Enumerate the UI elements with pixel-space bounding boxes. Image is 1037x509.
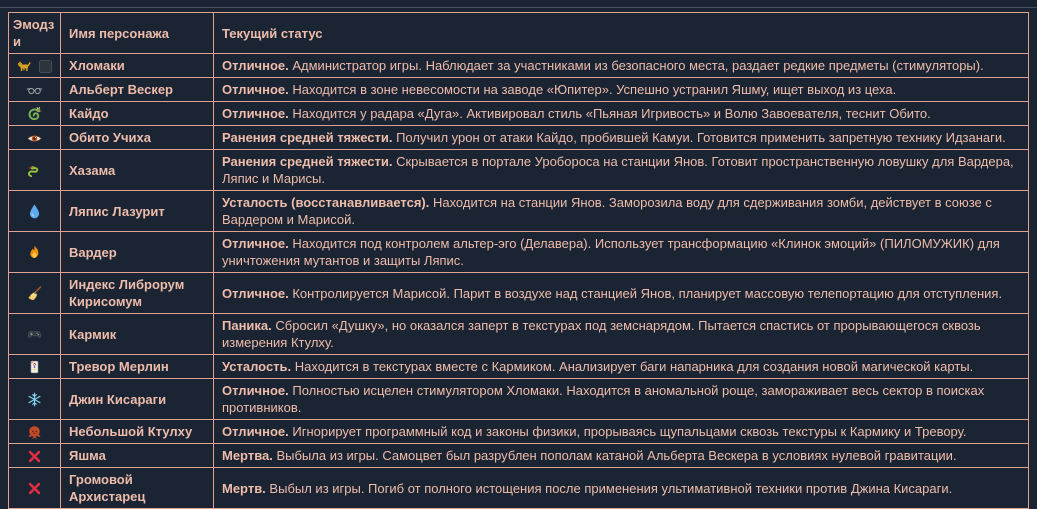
fire-icon (26, 244, 43, 261)
character-name: Яшма (61, 444, 214, 468)
emoji-cell (9, 379, 61, 420)
status-cell (214, 102, 1029, 126)
status-cell (214, 420, 1029, 444)
emoji-cell (9, 150, 61, 191)
status-cell (214, 126, 1029, 150)
snowflake-icon (26, 391, 43, 408)
status-cell (214, 191, 1029, 232)
emoji-cell (9, 444, 61, 468)
table-row (9, 54, 1029, 78)
status-text: Получил урон от атаки Кайдо, пробившей Камуи. Готовится применить запретную технику Идзанаги. (392, 130, 1006, 145)
status-text: Администратор игры. Наблюдает за участниками из безопасного места, раздает редкие предметы (стимуляторы). (288, 58, 984, 73)
status-cell (214, 150, 1029, 191)
status-cell (214, 314, 1029, 355)
character-name: Вардер (61, 232, 214, 273)
table-row (9, 78, 1029, 102)
status-lead: Отличное. (222, 82, 289, 97)
character-name: Обито Учиха (61, 126, 214, 150)
character-name: Джин Кисараги (61, 379, 214, 420)
dragon-icon (26, 106, 43, 123)
status-lead: Ранения средней тяжести. (222, 154, 393, 169)
emoji-cell (9, 126, 61, 150)
status-lead: Мертв. (222, 480, 266, 496)
emoji-cell (9, 273, 61, 314)
status-lead: Отличное. (222, 106, 289, 121)
table-row (9, 314, 1029, 355)
emoji-cell (9, 314, 61, 355)
status-text: Находится в текстурах вместе с Кармиком. Анализирует баги напарника для создания новой магической карты. (291, 359, 974, 374)
status-lead: Отличное. (222, 424, 289, 439)
status-cell (214, 273, 1029, 314)
table-row (9, 232, 1029, 273)
status-text: Находится в зоне невесомости на заводе «Юпитер». Успешно устранил Яшму, ищет выход из цеха. (288, 82, 897, 97)
character-name: Ляпис Лазурит (61, 191, 214, 232)
broom-icon (26, 285, 43, 302)
status-lead: Мертва. (222, 448, 273, 463)
sunglasses-icon (26, 82, 43, 99)
cross-mark-icon (26, 448, 43, 465)
status-text: Находится под контролем альтер-эго (Делавера). Использует трансформацию «Клинок эмоций» (ПИЛОМУЖИК) для уничтожения мутантов и защиты Ляпис. (222, 236, 1000, 268)
table-row (9, 126, 1029, 150)
status-lead: Отличное. (222, 383, 289, 398)
character-name: Кайдо (61, 102, 214, 126)
emoji-cell (9, 355, 61, 379)
character-name: Индекс Либрорум Кирисомум (61, 273, 214, 314)
status-lead: Ранения средней тяжести. (222, 130, 393, 145)
status-text: Выбыла из игры. Самоцвет был разрублен пополам катаной Альберта Вескера в условиях нулевой гравитации. (272, 448, 957, 463)
status-cell (214, 232, 1029, 273)
table-row (9, 273, 1029, 314)
emoji-cell (9, 191, 61, 232)
status-cell (214, 78, 1029, 102)
octopus-icon (26, 424, 43, 441)
status-text: Контролируется Марисой. Парит в воздухе над станцией Янов, планирует массовую телепортацию для отступления. (288, 285, 1003, 301)
status-text: Находится у радара «Дуга». Активировал стиль «Пьяная Игривость» и Волю Завоевателя, теснит Обито. (288, 106, 931, 121)
status-lead: Паника. (222, 318, 272, 333)
header-row (9, 13, 1029, 54)
character-name: Альберт Вескер (61, 78, 214, 102)
top-divider (0, 7, 1037, 8)
emoji-cell (9, 232, 61, 273)
character-name: Хазама (61, 150, 214, 191)
status-text: Скрывается в портале Уробороса на станции Янов. Готовит пространственную ловушку для Вардера, Ляпис и Марисы. (222, 154, 1014, 186)
character-name: Небольшой Ктулху (61, 420, 214, 444)
status-lead: Отличное. (222, 285, 289, 301)
character-name: Хломаки (61, 54, 214, 78)
status-text: Находится на станции Янов. Заморозила воду для сдерживания зомби, действует в союзе с Вардером и Марисой. (222, 195, 992, 227)
table-row (9, 191, 1029, 232)
status-lead: Усталость (восстанавливается). (222, 195, 430, 210)
status-cell (214, 379, 1029, 420)
emoji-cell (9, 420, 61, 444)
status-cell (214, 355, 1029, 379)
status-cell (214, 54, 1029, 78)
column-header-status: Текущий статус (214, 13, 1029, 54)
cross-mark-icon (26, 480, 43, 497)
gamepad-icon (26, 326, 43, 343)
joker-card-icon (26, 359, 43, 376)
status-text: Игнорирует программный код и законы физики, прорываясь щупальцами сквозь текстуры к Кармику и Тревору. (288, 424, 967, 439)
table-row (9, 379, 1029, 420)
status-text: Полностью исцелен стимулятором Хломаки. Находится в аномальной роще, замораживает весь сектор в поисках противников. (222, 383, 985, 415)
column-header-name: Имя персонажа (61, 13, 214, 54)
status-table (8, 12, 1029, 509)
table-row (9, 420, 1029, 444)
status-cell (214, 468, 1029, 509)
status-table-body (9, 54, 1029, 509)
emoji-cell (9, 54, 61, 78)
status-cell (214, 444, 1029, 468)
character-name: Громовой Архистарец (61, 468, 214, 509)
emoji-cell (9, 78, 61, 102)
black-square-icon (37, 58, 54, 75)
table-row (9, 355, 1029, 379)
character-name: Кармик (61, 314, 214, 355)
emoji-cell (9, 102, 61, 126)
table-row (9, 102, 1029, 126)
table-row (9, 444, 1029, 468)
status-text: Выбыл из игры. Погиб от полного истощения после применения ультимативной техники против Джина Кисараги. (265, 480, 953, 496)
table-row (9, 468, 1029, 509)
status-text: Сбросил «Душку», но оказался заперт в текстурах под земснарядом. Пытается спастись от прорывающегося сквозь измерения Ктулху. (222, 318, 981, 350)
emoji-cell (9, 468, 61, 509)
column-header-emoji: Эмодзи (9, 13, 61, 54)
status-lead: Отличное. (222, 58, 289, 73)
droplet-icon (26, 203, 43, 220)
table-row (9, 150, 1029, 191)
dog-icon (16, 58, 33, 75)
status-lead: Усталость. (222, 359, 292, 374)
status-lead: Отличное. (222, 236, 289, 251)
eye-icon (26, 130, 43, 147)
character-name: Тревор Мерлин (61, 355, 214, 379)
snake-icon (26, 162, 43, 179)
